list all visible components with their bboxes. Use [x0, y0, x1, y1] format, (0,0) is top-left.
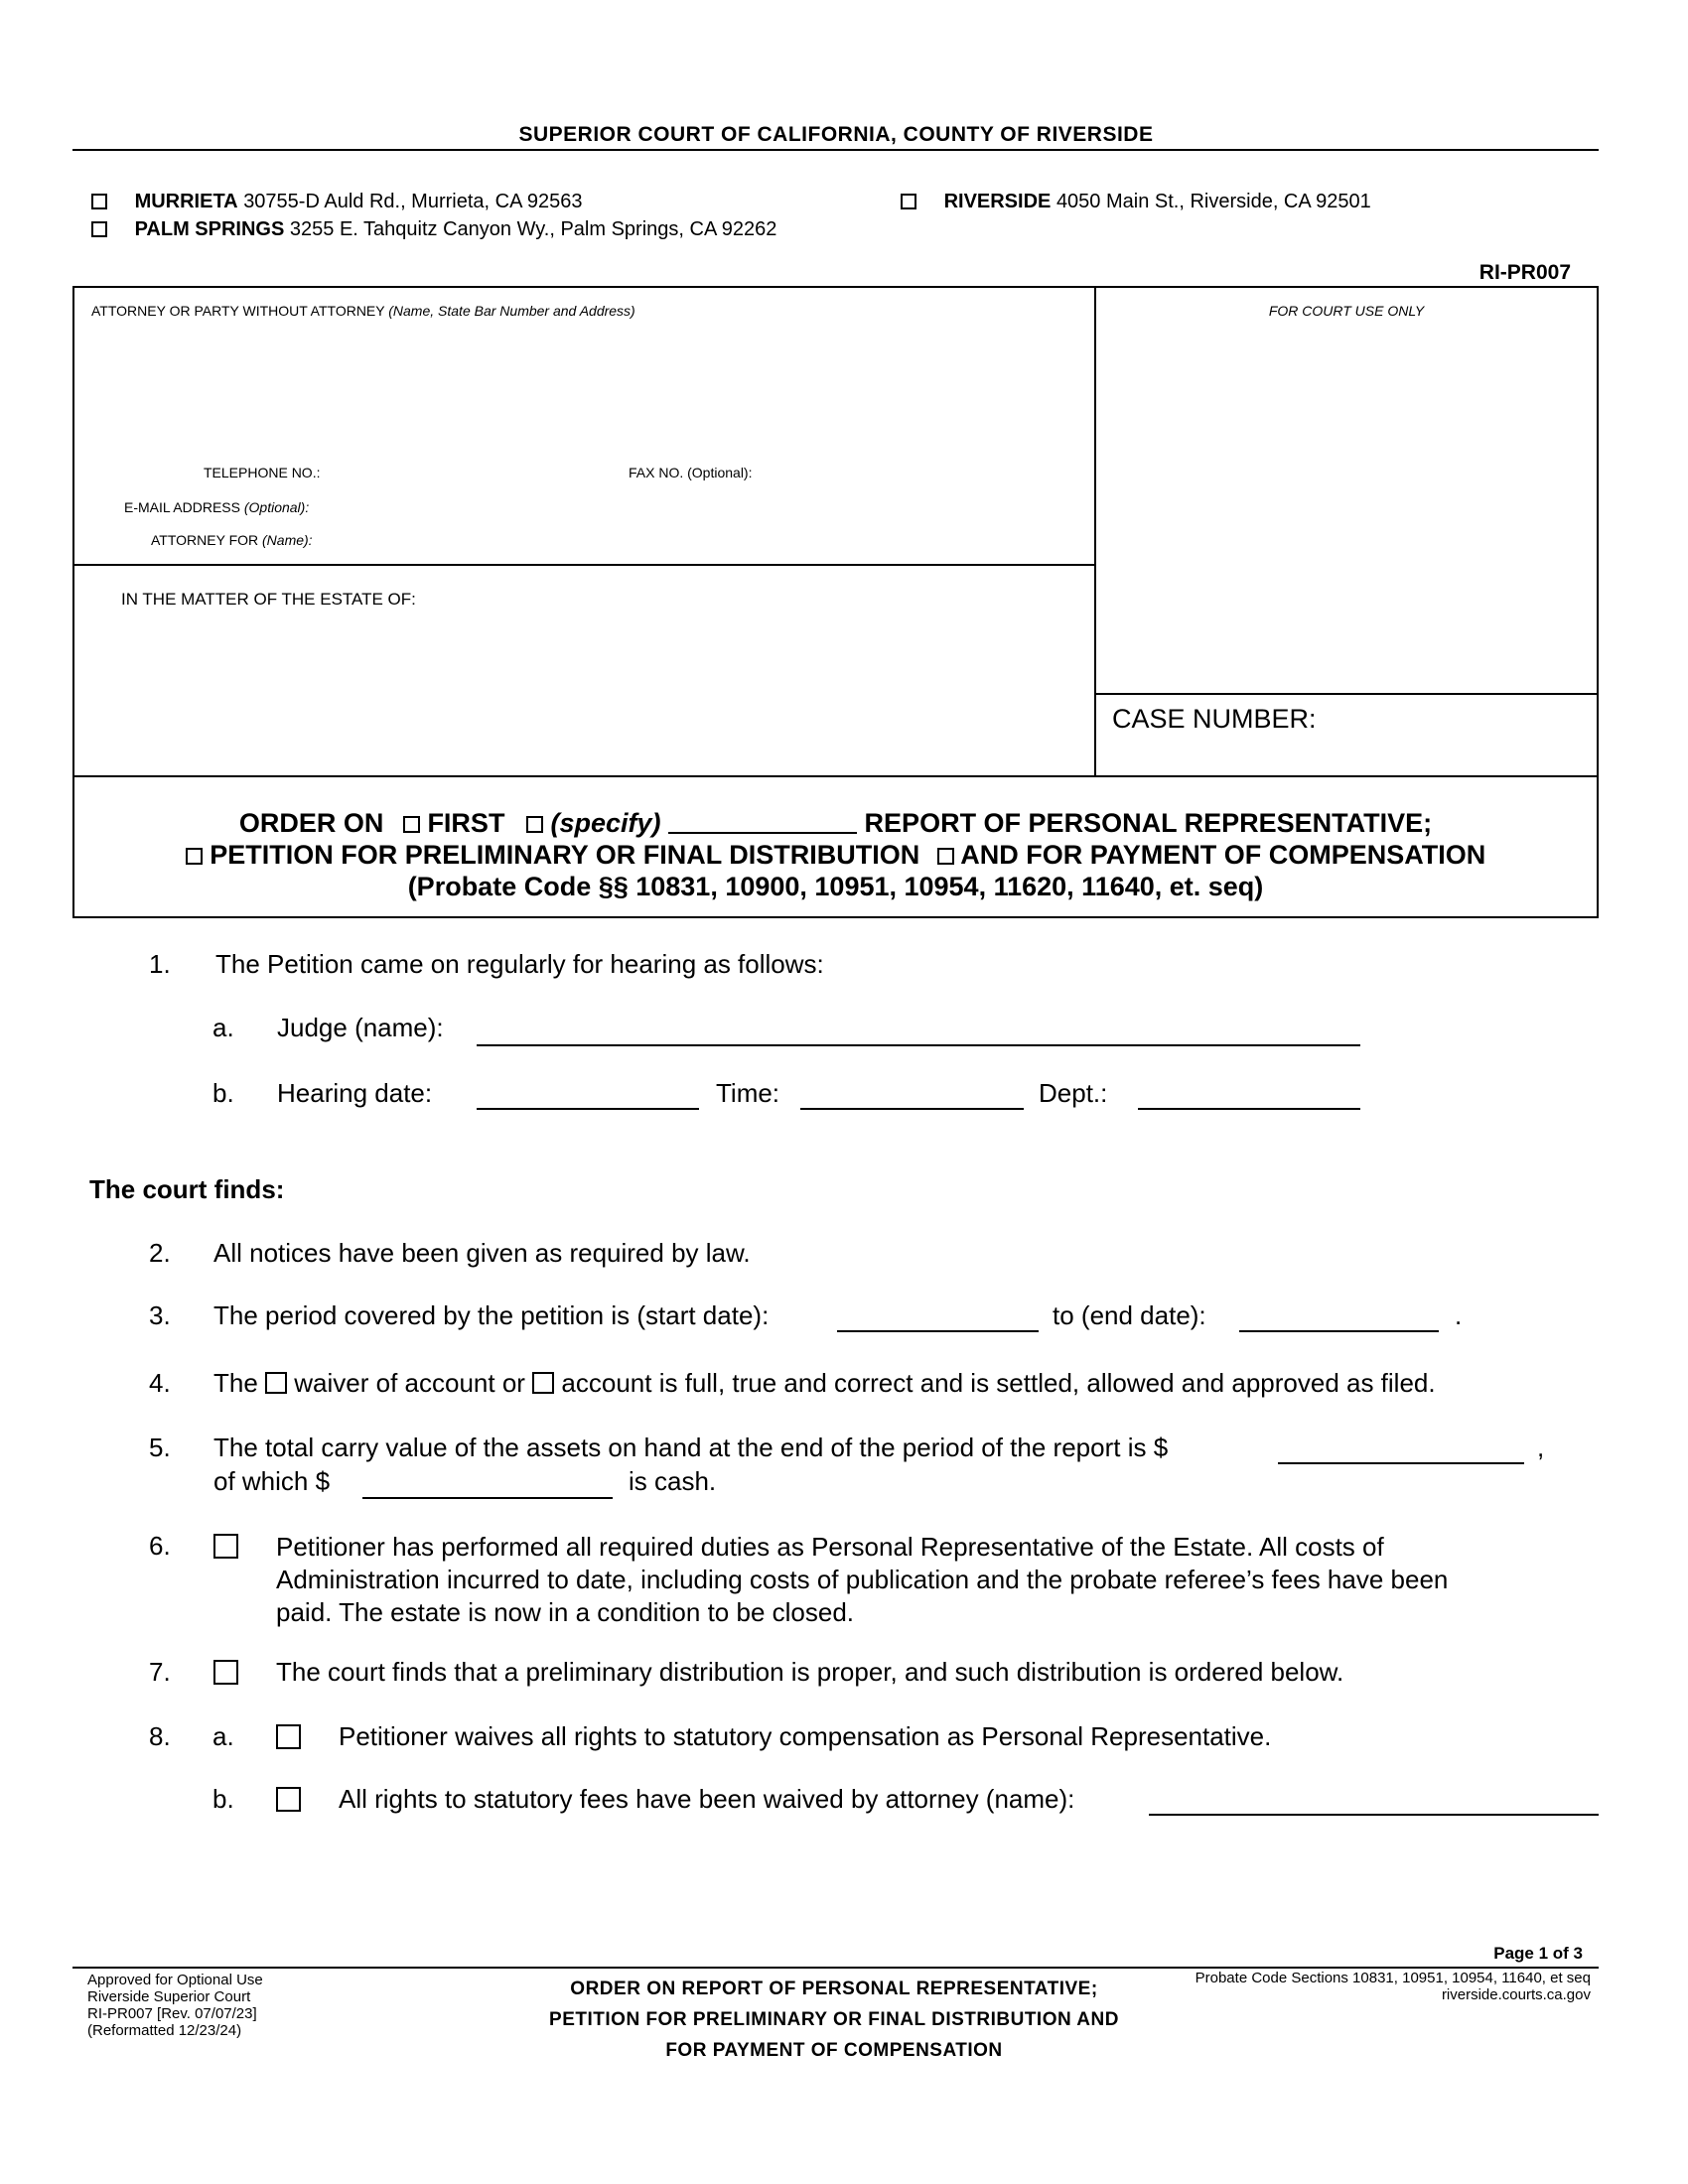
title-payment: AND FOR PAYMENT OF COMPENSATION [960, 840, 1486, 870]
item-8b-text: All rights to statutory fees have been waived by attorney (name): [339, 1784, 1075, 1814]
attorney-label [91, 303, 635, 319]
start-date-field[interactable] [837, 1330, 1039, 1332]
attorney-label-text: ATTORNEY OR PARTY WITHOUT ATTORNEY [91, 303, 385, 319]
footer-left-line-2: Riverside Superior Court [87, 1988, 251, 2005]
court-use-label: FOR COURT USE ONLY [1268, 303, 1425, 319]
palm-springs-checkbox[interactable] [91, 221, 107, 237]
footer-center-line-2: PETITION FOR PRELIMINARY OR FINAL DISTRIBUTION AND [549, 2009, 1119, 2030]
title-first: FIRST [427, 808, 505, 838]
item-8a-checkbox[interactable] [276, 1724, 301, 1749]
specify-line[interactable] [668, 812, 857, 834]
caption-divider-left [72, 564, 1096, 566]
order-title [72, 775, 1599, 918]
item-3-text: The period covered by the petition is (start date): [213, 1300, 770, 1330]
judge-name-field[interactable] [477, 1044, 1360, 1046]
attorney-for-note: (Name): [262, 532, 313, 548]
caption-divider-vertical [1094, 286, 1096, 777]
header-rule [72, 149, 1599, 151]
attorney-for-text: ATTORNEY FOR [151, 532, 259, 548]
attorney-label-note: (Name, State Bar Number and Address) [388, 303, 635, 319]
footer-center-line-1: ORDER ON REPORT OF PERSONAL REPRESENTATIVE; [570, 1979, 1098, 1999]
item-7-number: 7. [149, 1657, 171, 1687]
riverside-address: 4050 Main St., Riverside, CA 92501 [1055, 191, 1371, 212]
item-3-period: . [1455, 1300, 1463, 1330]
email-label-note: (Optional): [243, 499, 310, 515]
waiver-checkbox[interactable] [265, 1372, 287, 1394]
attorney-for-label [151, 532, 313, 548]
footer-center-line-3: FOR PAYMENT OF COMPENSATION [665, 2040, 1003, 2061]
murrieta-address: 30755-D Auld Rd., Murrieta, CA 92563 [243, 191, 583, 212]
item-1b-letter: b. [212, 1078, 234, 1108]
end-date-field[interactable] [1239, 1330, 1439, 1332]
item-5-cash: is cash. [629, 1466, 717, 1496]
item-8-number: 8. [149, 1721, 171, 1751]
palm-springs-name: PALM SPRINGS [134, 218, 285, 240]
item-7-text: The court finds that a preliminary distribution is proper, and such distribution is ordered below. [276, 1657, 1344, 1687]
riverside-checkbox[interactable] [901, 194, 916, 209]
title-report: REPORT OF PERSONAL REPRESENTATIVE; [864, 808, 1433, 838]
item-1-number: 1. [149, 949, 171, 979]
footer-website: riverside.courts.ca.gov [1441, 1986, 1591, 2003]
form-number: RI-PR007 [1478, 261, 1571, 284]
item-6-line-2: Administration incurred to date, including costs of publication and the probate referee’s fees have been [276, 1565, 1449, 1594]
telephone-label: TELEPHONE NO.: [204, 465, 321, 480]
item-5-number: 5. [149, 1433, 171, 1462]
location-riverside [901, 191, 1371, 213]
court-finds-heading: The court finds: [89, 1174, 285, 1204]
palm-springs-address: 3255 E. Tahquitz Canyon Wy., Palm Springs, CA 92262 [289, 218, 777, 240]
item-5-of-which: of which $ [213, 1466, 331, 1496]
payment-checkbox[interactable] [937, 848, 954, 865]
riverside-name: RIVERSIDE [943, 191, 1052, 212]
item-4-the: The [213, 1368, 258, 1398]
item-4-rest: account is full, true and correct and is settled, allowed and approved as filed. [561, 1368, 1436, 1398]
item-6-line-1: Petitioner has performed all required duties as Personal Representative of the Estate. All costs of [276, 1532, 1384, 1562]
judge-label: Judge (name): [277, 1013, 444, 1042]
location-palm-springs [91, 218, 776, 241]
page-number: Page 1 of 3 [1493, 1944, 1583, 1963]
footer-right-line-1: Probate Code Sections 10831, 10951, 10954, 11640, et seq [1195, 1970, 1591, 1986]
murrieta-name: MURRIETA [134, 191, 238, 212]
time-label: Time: [716, 1078, 780, 1108]
first-checkbox[interactable] [403, 816, 420, 833]
item-2-number: 2. [149, 1238, 171, 1268]
item-7-checkbox[interactable] [213, 1660, 238, 1685]
item-6-checkbox[interactable] [213, 1534, 238, 1559]
item-6-text [276, 1531, 1448, 1629]
case-number-label: CASE NUMBER: [1112, 704, 1317, 734]
item-6-number: 6. [149, 1531, 171, 1561]
title-code: (Probate Code §§ 10831, 10900, 10951, 10954, 11620, 11640, et. seq) [407, 872, 1264, 901]
item-2-text: All notices have been given as required by law. [213, 1238, 751, 1268]
location-murrieta [91, 191, 583, 213]
specify-checkbox[interactable] [526, 816, 543, 833]
time-field[interactable] [800, 1108, 1024, 1110]
item-4-text [213, 1368, 1436, 1399]
item-1-text: The Petition came on regularly for hearing as follows: [215, 949, 824, 979]
footer-rule [72, 1967, 1599, 1969]
carry-value-field[interactable] [1278, 1462, 1524, 1464]
title-line-1 [74, 807, 1597, 839]
item-8b-checkbox[interactable] [276, 1787, 301, 1812]
email-label-text: E-MAIL ADDRESS [124, 499, 240, 515]
title-specify: (specify) [550, 808, 661, 838]
cash-amount-field[interactable] [362, 1497, 613, 1499]
item-1a-letter: a. [212, 1013, 234, 1042]
estate-label: IN THE MATTER OF THE ESTATE OF: [121, 590, 416, 609]
hearing-date-label: Hearing date: [277, 1078, 433, 1108]
title-order-on: ORDER ON [238, 808, 384, 838]
murrieta-checkbox[interactable] [91, 194, 107, 209]
item-5-comma: , [1537, 1433, 1545, 1462]
footer-left [87, 1972, 263, 2039]
footer-center [496, 1974, 1172, 2066]
account-checkbox[interactable] [532, 1372, 554, 1394]
title-petition: PETITION FOR PRELIMINARY OR FINAL DISTRIBUTION [210, 840, 920, 870]
item-8a-text: Petitioner waives all rights to statutory compensation as Personal Representative. [339, 1721, 1272, 1751]
hearing-date-field[interactable] [477, 1108, 699, 1110]
court-title: SUPERIOR COURT OF CALIFORNIA, COUNTY OF RIVERSIDE [518, 123, 1154, 146]
footer-right [1196, 1970, 1591, 2003]
footer-left-line-4: (Reformatted 12/23/24) [87, 2022, 242, 2039]
fax-label: FAX NO. (Optional): [629, 465, 753, 480]
dept-field[interactable] [1138, 1108, 1360, 1110]
item-3-number: 3. [149, 1300, 171, 1330]
footer-left-line-1: Approved for Optional Use [87, 1972, 263, 1988]
item-8a-letter: a. [212, 1721, 234, 1751]
dept-label: Dept.: [1039, 1078, 1108, 1108]
petition-checkbox[interactable] [186, 848, 203, 865]
caption-divider-right [1094, 693, 1599, 695]
attorney-name-field[interactable] [1149, 1814, 1599, 1816]
item-6-line-3: paid. The estate is now in a condition to be closed. [276, 1597, 855, 1627]
title-line-2 [74, 839, 1597, 871]
footer-left-line-3: RI-PR007 [Rev. 07/07/23] [87, 2005, 257, 2022]
item-4-waiver: waiver of account or [294, 1368, 525, 1398]
end-date-label: to (end date): [1053, 1300, 1206, 1330]
email-label [124, 499, 309, 515]
item-8b-letter: b. [212, 1784, 234, 1814]
item-5-text: The total carry value of the assets on hand at the end of the period of the report is $ [213, 1433, 1169, 1462]
item-4-number: 4. [149, 1368, 171, 1398]
